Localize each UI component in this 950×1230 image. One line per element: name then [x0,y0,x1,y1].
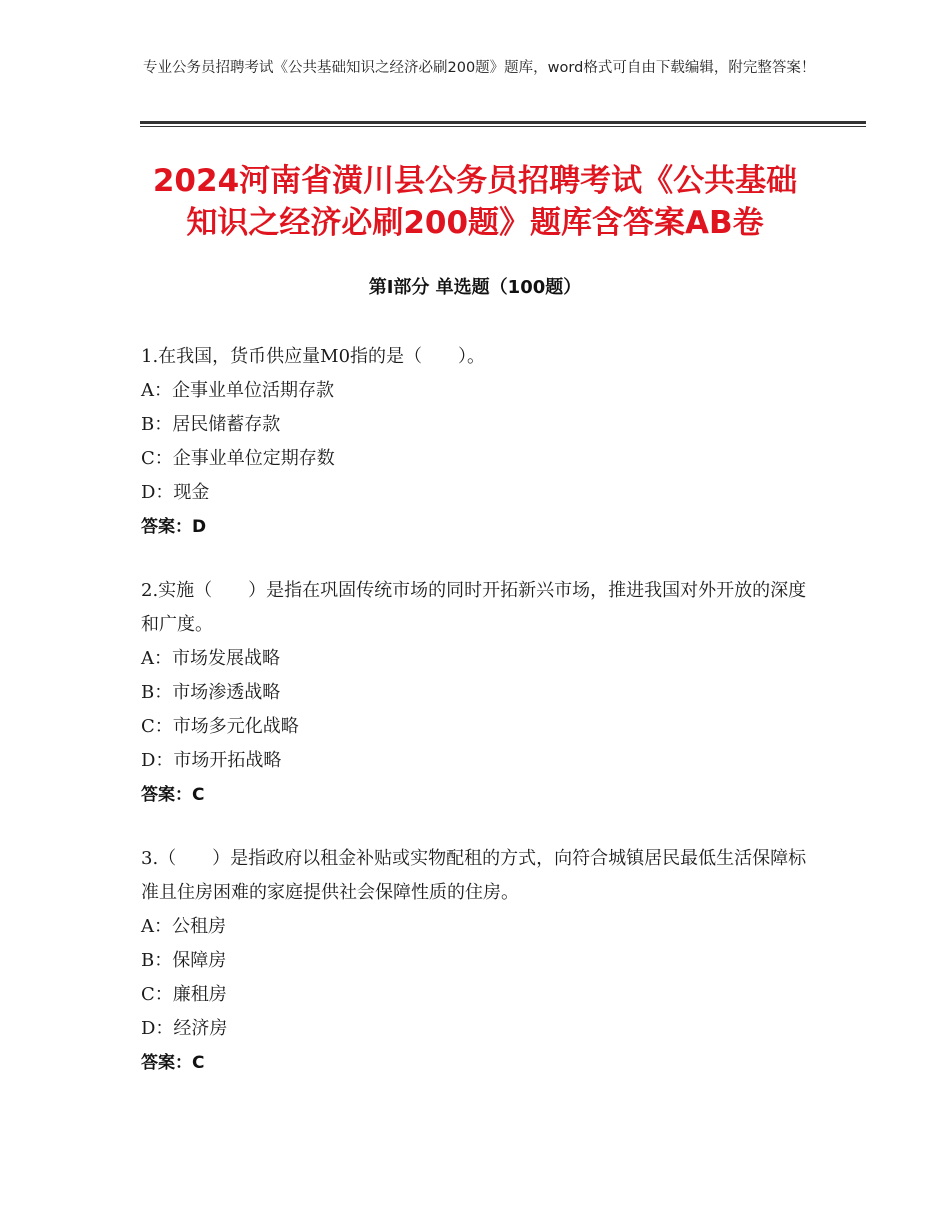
option-c: C：市场多元化战略 [141,716,299,737]
option-b: B：居民储蓄存款 [141,414,281,435]
answer-line: 答案：C [141,1053,205,1073]
option-d: D：经济房 [141,1018,228,1039]
question-stem: 1.在我国，货币供应量M0指的是（ ）。 [141,346,486,367]
header-divider-thin [140,126,866,127]
option-d: D：市场开拓战略 [141,750,282,771]
option-a: A：公租房 [141,916,226,937]
option-b: B：保障房 [141,950,227,971]
answer-line: 答案：C [141,785,205,805]
option-a: A：市场发展战略 [141,648,280,669]
document-title: 2024河南省潢川县公务员招聘考试《公共基础知识之经济必刷200题》题库含答案AB卷 [152,163,798,241]
option-c: C：廉租房 [141,984,227,1005]
question-stem: 3.（ ）是指政府以租金补贴或实物配租的方式，向符合城镇居民最低生活保障标准且住房困难的家庭提供社会保障性质的住房。 [141,848,807,903]
answer-line: 答案：D [141,517,207,537]
option-a: A：企事业单位活期存款 [141,380,334,401]
question-1 [141,340,811,544]
question-3 [141,842,811,1080]
header-note: 专业公务员招聘考试《公共基础知识之经济必刷200题》题库，word格式可自由下载编辑，附完整答案！ [143,60,816,76]
question-stem: 2.实施（ ）是指在巩固传统市场的同时开拓新兴市场，推进我国对外开放的深度和广度。 [141,580,807,635]
question-list [141,340,811,1110]
section-heading: 第Ⅰ部分 单选题（100题） [368,277,582,298]
option-d: D：现金 [141,482,210,503]
header-divider-thick [140,121,866,124]
question-2 [141,574,811,812]
option-b: B：市场渗透战略 [141,682,281,703]
option-c: C：企事业单位定期存数 [141,448,335,469]
